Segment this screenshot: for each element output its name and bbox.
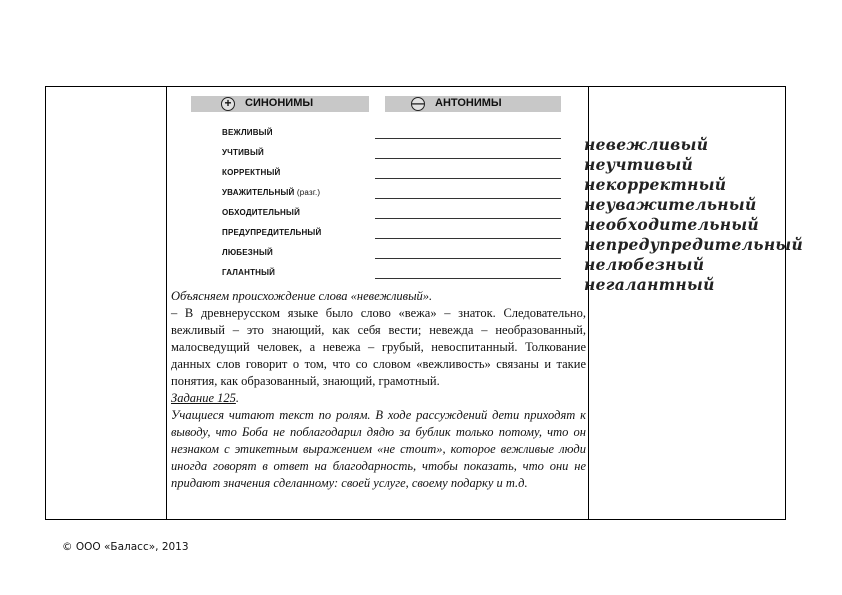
synonyms-header-label: СИНОНИМЫ	[245, 97, 314, 109]
lesson-table	[45, 86, 804, 520]
synonym-word: КОРРЕКТНЫЙ	[222, 168, 281, 177]
answer-line	[375, 135, 709, 154]
synonym-word: УЧТИВЫЙ	[222, 148, 264, 157]
plus-circle-icon: +	[221, 97, 235, 111]
antonym-word: нелюбезный	[584, 255, 705, 274]
answer-line	[375, 155, 694, 174]
lesson-text	[171, 288, 586, 492]
answer-line	[375, 175, 727, 194]
synonym-word: ЛЮБЕЗНЫЙ	[222, 248, 273, 257]
usage-note: (разг.)	[296, 188, 321, 197]
task-heading: Задание 125.	[171, 391, 240, 405]
answer-line	[375, 235, 804, 254]
origin-paragraph: – В древнерусском языке было слово «вежа» – знаток. Следовательно, вежливый – это знающий, как себя вести; невежда – необразованный, малосведущий человек, а невежа – грубый, невоспитанный. Толкование данных слов говорит о том, что со словом «вежливость» связаны и такие понятия, как образованный, знающий, грамотный.	[171, 306, 586, 388]
task-paragraph: Учащиеся читают текст по ролям. В ходе рассуждений дети приходят к выводу, что Боба не поблагодарил дядю за бублик только потому, что он незнаком с этикетным выражением «не стоит», которое вежливые люди иногда говорят в ответ на благодарность, чтобы показать, что они не придают значения сделанному: своей услуге, своему подарку и т.д.	[171, 408, 586, 490]
antonym-word: неуважительный	[584, 195, 757, 214]
minus-circle-icon: —	[412, 96, 424, 110]
synonym-word: ВЕЖЛИВЫЙ	[222, 128, 273, 137]
antonym-word: негалантный	[584, 275, 715, 294]
answer-line	[375, 215, 759, 234]
antonyms-header-label: АНТОНИМЫ	[435, 97, 502, 109]
main-content-cell	[167, 87, 804, 519]
answer-line	[375, 255, 705, 274]
answer-line	[375, 195, 757, 214]
origin-heading: Объясняем происхождение слова «невежливый».	[171, 289, 433, 303]
task-label: Задание 125	[171, 391, 236, 405]
antonym-word: невежливый	[584, 135, 709, 154]
antonym-word: некорректный	[584, 175, 727, 194]
synonym-word: ПРЕДУПРЕДИТЕЛЬНЫЙ	[222, 228, 322, 237]
antonyms-header	[385, 96, 561, 112]
antonym-word: необходительный	[584, 215, 759, 234]
copyright-footer: © ООО «Баласс», 2013	[62, 541, 189, 553]
antonym-word: неучтивый	[584, 155, 694, 174]
synonyms-header	[191, 96, 369, 112]
synonym-word: ГАЛАНТНЫЙ	[222, 268, 276, 277]
synonym-word: ОБХОДИТЕЛЬНЫЙ	[222, 208, 301, 217]
synonym-word: УВАЖИТЕЛЬНЫЙ (разг.)	[222, 188, 321, 197]
antonym-word: непредупредительный	[584, 235, 804, 254]
answer-line	[375, 275, 715, 294]
